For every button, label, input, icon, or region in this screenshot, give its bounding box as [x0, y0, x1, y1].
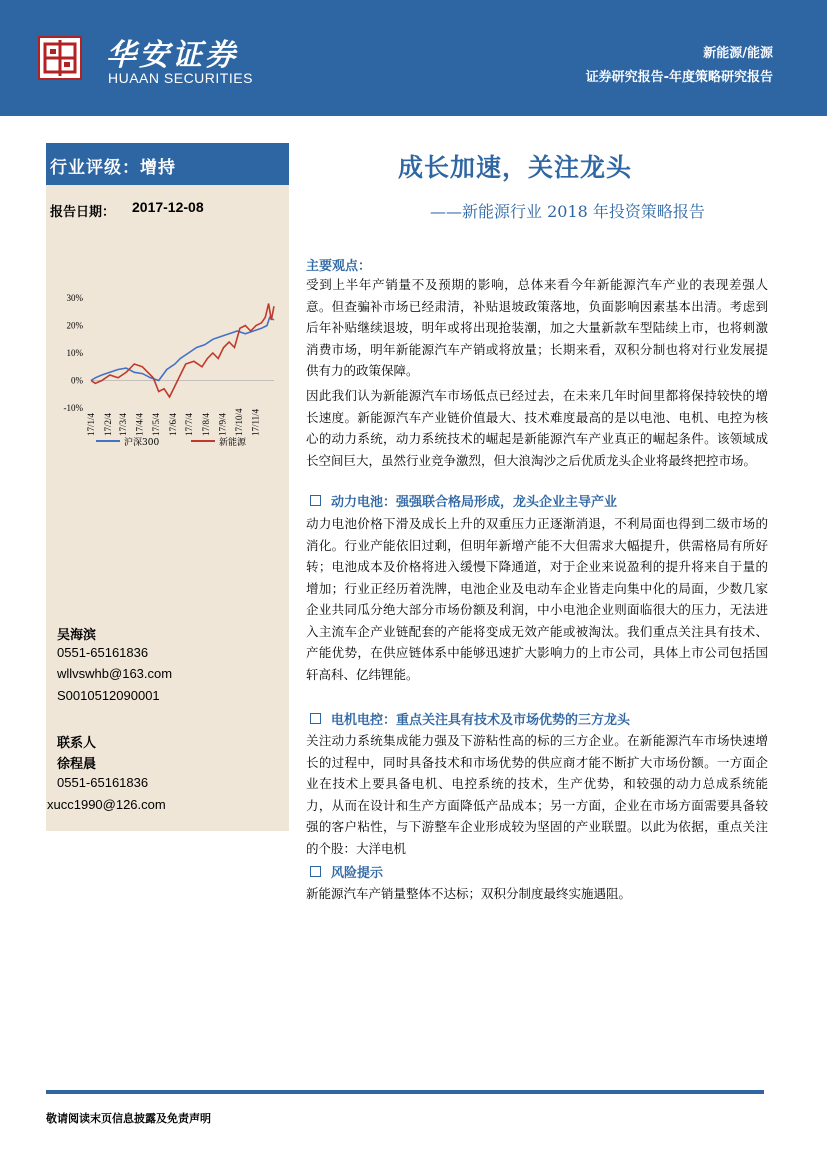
report-subtitle: ——新能源行业 2018 年投资策略报告	[430, 202, 705, 221]
report-title: 成长加速，关注龙头	[398, 153, 633, 182]
y-tick-label: 30%	[66, 293, 83, 303]
x-tick-label: 17/9/4	[217, 412, 228, 436]
y-tick-label: 0%	[71, 375, 83, 386]
legend-label: 沪深300	[124, 438, 160, 448]
x-tick-label: 17/8/4	[200, 412, 211, 436]
x-tick-label: 17/1/4	[86, 412, 96, 436]
subheading-risk-text: 风险提示	[331, 866, 384, 881]
analyst-license: S0010512090001	[57, 688, 160, 703]
checkbox-bullet-icon	[310, 495, 321, 506]
performance-chart	[46, 280, 289, 460]
header-band	[0, 0, 827, 116]
subheading-motor-text: 电机电控：重点关注具有技术及市场优势的三方龙头	[331, 713, 631, 728]
footer-disclaimer[interactable]: 敬请阅读末页信息披露及免责声明	[46, 1112, 211, 1125]
footer-divider	[46, 1090, 764, 1094]
y-tick-label: -10%	[63, 403, 83, 413]
analyst-phone: 0551-65161836	[57, 645, 149, 660]
paragraph-battery: 动力电池价格下滑及成长上升的双重压力正逐渐消退，不利局面也得到二级市场的消化。行业产能依旧过剩，但明年新增产能不大但需求大幅提升，供需格局有所好转；电池成本及价格将进入缓慢下降通道，对于企业来说盈利的提升将来自于量的增加；行业正经历着洗牌，电池企业及电动车企业皆走向集中化的局面，少数几家企业共同瓜分绝大部分市场份额及利润，中小电池企业则面临很大的压力，无法进入主流车企产业链配套的产能将变成无效产能或被淘汰。我们重点关注具有技术、产能优势，在供应链体系中能够迅速扩大影响力的上市公司，具体上市公司包括国轩高科、亿纬锂能。	[306, 516, 768, 682]
brand-name-en: HUAAN SECURITIES	[108, 70, 253, 86]
x-tick-label: 17/2/4	[102, 412, 113, 436]
brand-name-cn: 华安证券	[106, 38, 238, 73]
subheading-battery	[310, 491, 617, 510]
industry-rating: 行业评级：增持	[50, 158, 176, 178]
x-tick-label: 17/7/4	[183, 412, 194, 436]
paragraph-risk: 新能源汽车产销量整体不达标；双积分制度最终实施遇阻。	[306, 886, 632, 901]
report-date: 2017-12-08	[132, 199, 204, 215]
analyst-email[interactable]: wllvswhb@163.com	[57, 666, 173, 681]
x-tick-label: 17/4/4	[134, 412, 145, 436]
subheading-battery-text: 动力电池：强强联合格局形成，龙头企业主导产业	[331, 495, 618, 510]
sidebar-panel	[46, 143, 289, 831]
paragraph-motor: 关注动力系统集成能力强及下游粘性高的标的三方企业。在新能源汽车市场快速增长的过程中，同时具备技术和市场优势的供应商才能不断扩大市场份额。一方面企业在技术上要具备电机、电控系统的技术，生产优势，和较强的动力总成系统能力，从而在设计和生产方面降低产品成本；另一方面，企业在市场方面需要具备较强的客户粘性，与下游整车企业形成较为坚固的产业联盟。以此为依据，重点关注的个股：大洋电机	[306, 733, 768, 856]
contact-label: 联系人	[57, 736, 97, 751]
huaan-logo-icon	[38, 36, 82, 80]
performance-chart-svg	[46, 280, 289, 460]
contact-name: 徐程晨	[57, 757, 97, 772]
analyst-name: 吴海滨	[57, 628, 97, 643]
y-tick-label: 10%	[66, 348, 83, 358]
checkbox-bullet-icon	[310, 713, 321, 724]
report-category: 新能源/能源	[703, 46, 773, 61]
report-type: 证券研究报告-年度策略研究报告	[585, 70, 773, 85]
paragraph-overview: 受到上半年产销量不及预期的影响，总体来看今年新能源汽车产业的表现差强人意。但查骗补市场已经肃清，补贴退坡政策落地，负面影响因素基本出清。考虑到后年补贴继续退坡，明年或将出现抢装潮，加之大量新款车型陆续上市，也将刺激消费市场，明年新能源汽车产销或将放量；长期来看，双积分制也将对行业发展提供有力的政策保障。	[306, 277, 768, 378]
report-date-label: 报告日期：	[50, 205, 116, 220]
x-tick-label: 17/5/4	[150, 412, 161, 436]
legend-label: 新能源	[219, 438, 247, 448]
subheading-risk	[310, 862, 383, 881]
x-tick-label: 17/3/4	[117, 412, 128, 436]
subheading-motor	[310, 709, 630, 728]
y-tick-label: 20%	[66, 320, 83, 331]
paragraph-conclusion: 因此我们认为新能源汽车市场低点已经过去，在未来几年时间里都将保持较快的增长速度。新能源汽车产业链价值最大、技术难度最高的是以电池、电机、电控为核心的动力系统，动力系统技术的崛起是新能源汽车产业真正的崛起条件。该领域成长空间巨大，虽然行业竞争激烈，但大浪淘沙之后优质龙头企业将最终把控市场。	[306, 388, 768, 468]
checkbox-bullet-icon	[310, 866, 321, 877]
x-tick-label: 17/10/4	[233, 408, 244, 436]
main-points-heading: 主要观点：	[306, 259, 372, 274]
contact-email[interactable]: xucc1990@126.com	[47, 797, 166, 812]
x-tick-label: 17/11/4	[250, 408, 261, 436]
x-tick-label: 17/6/4	[167, 412, 178, 436]
series-line-新能源	[91, 304, 274, 398]
contact-phone: 0551-65161836	[57, 775, 149, 790]
